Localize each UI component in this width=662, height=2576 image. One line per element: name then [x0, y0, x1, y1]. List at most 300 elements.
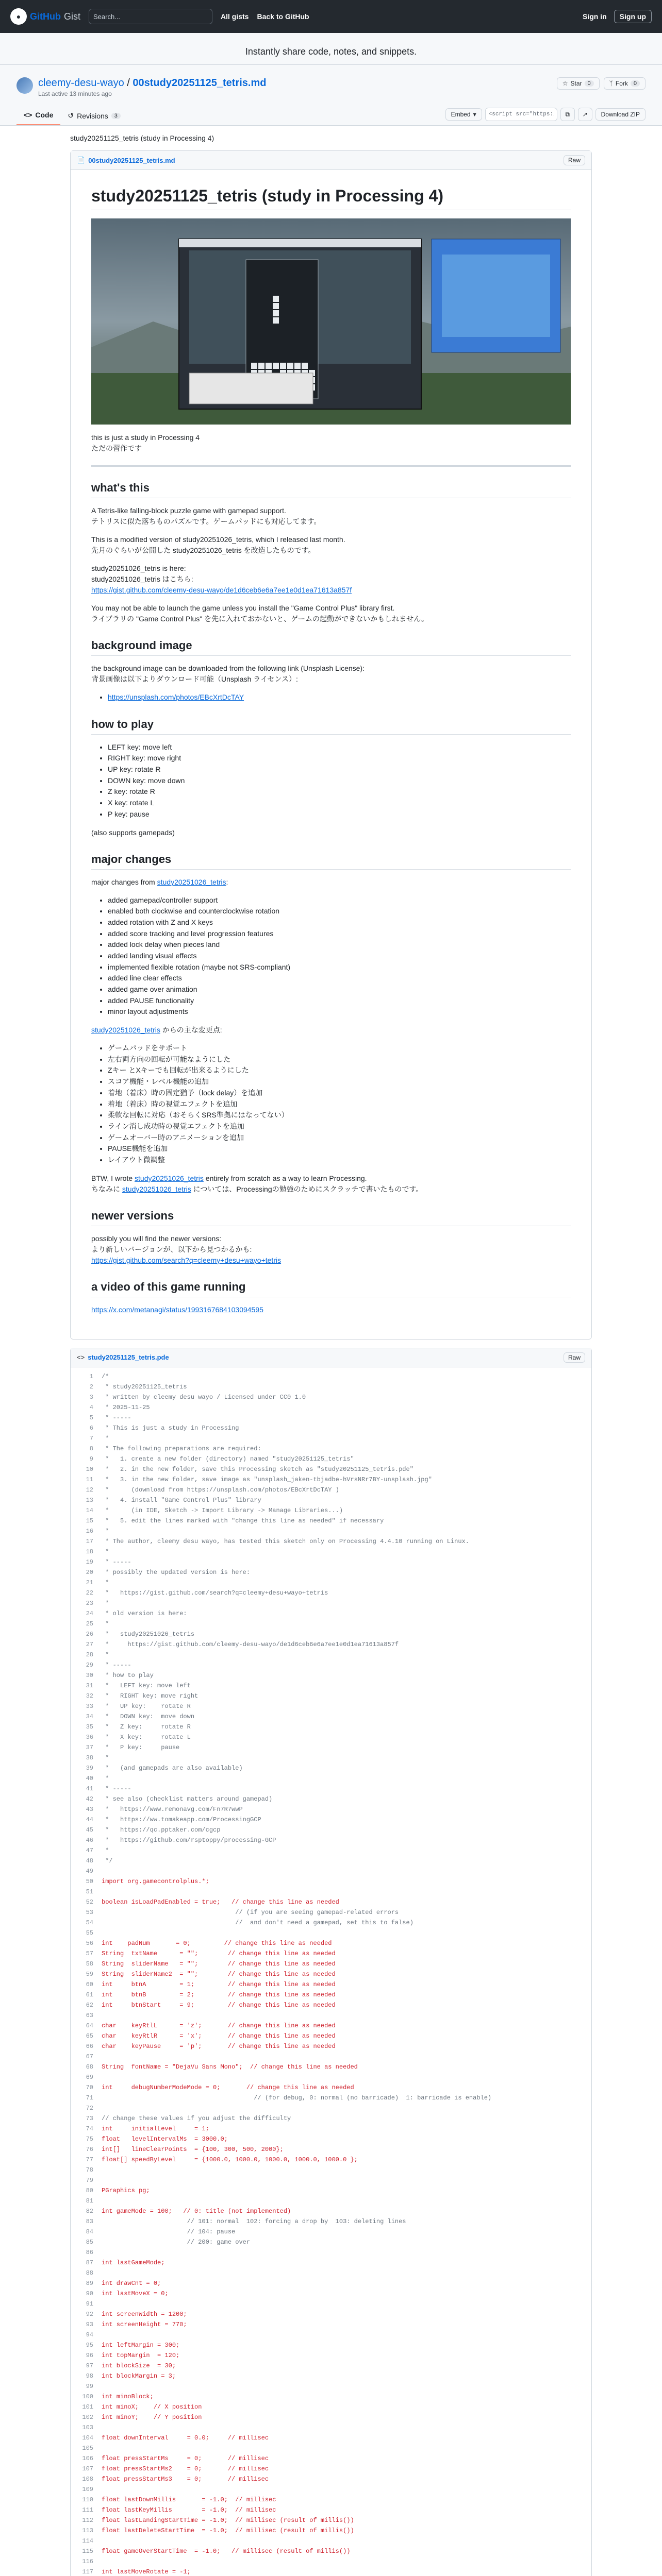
- file-name-link[interactable]: study20251125_tetris.pde: [88, 1353, 169, 1362]
- line-number[interactable]: 66: [86, 2042, 93, 2050]
- line-number[interactable]: 68: [86, 2063, 93, 2071]
- line-number[interactable]: 56: [86, 1939, 93, 1947]
- heading-whats-this: what's this: [91, 481, 571, 498]
- line-number[interactable]: 79: [86, 2176, 93, 2184]
- code-line: [71, 1681, 591, 1691]
- code-text: int initialLevel = 1;: [102, 2125, 209, 2132]
- list-item: • X key: rotate L: [108, 798, 571, 809]
- line-number[interactable]: 60: [86, 1980, 93, 1988]
- code-text: int screenWidth = 1200;: [102, 2310, 187, 2318]
- raw-button[interactable]: Raw: [564, 155, 585, 165]
- code-line: [71, 2299, 591, 2309]
- code-line: [71, 2258, 591, 2268]
- code-text: * The following preparations are required:: [102, 1445, 261, 1452]
- line-number[interactable]: 69: [86, 2073, 93, 2081]
- list-item: • added line clear effects: [108, 973, 571, 984]
- download-zip-button[interactable]: Download ZIP: [595, 108, 646, 121]
- line-number[interactable]: 73: [86, 2114, 93, 2122]
- list-item: • added score tracking and level progression features: [108, 928, 571, 940]
- line-number[interactable]: 16: [86, 1527, 93, 1535]
- list-item: • 左右両方向の回転が可能なようにした: [108, 1054, 571, 1065]
- code-text: int lastMoveRotate = -1;: [102, 2568, 191, 2575]
- line-number[interactable]: 114: [82, 2537, 93, 2545]
- code-line: [71, 1876, 591, 1887]
- code-line: [71, 2526, 591, 2536]
- tab-revisions[interactable]: [60, 106, 128, 125]
- code-text: * -----: [102, 1558, 131, 1566]
- video-link[interactable]: https://x.com/metanagi/status/1993167684103094595: [91, 1305, 263, 1314]
- line-number[interactable]: 91: [86, 2300, 93, 2308]
- code-text: char keyRtlL = 'z'; // change this line as needed: [102, 2022, 336, 2029]
- line-number[interactable]: 67: [86, 2053, 93, 2060]
- btw-jp-b: については、Processingの勉強のためにスクラッチで書いたものです。: [191, 1184, 423, 1193]
- embed-select[interactable]: [445, 108, 482, 121]
- line-number[interactable]: 58: [86, 1960, 93, 1968]
- list-item: • P key: pause: [108, 809, 571, 820]
- readme-title: study20251125_tetris (study in Processing 4): [91, 187, 571, 210]
- code-text: float[] speedByLevel = {1000.0, 1000.0, 1000.0, 1000.0, 1000.0 };: [102, 2156, 358, 2163]
- line-number[interactable]: 100: [82, 2393, 93, 2400]
- list-item: • enabled both clockwise and counterclockwise rotation: [108, 906, 571, 917]
- line-number[interactable]: 3: [89, 1393, 93, 1401]
- code-text: float pressStartMs = 0; // millisec: [102, 2454, 269, 2462]
- btw-link[interactable]: study20251026_tetris: [135, 1174, 204, 1182]
- code-line: [71, 2330, 591, 2340]
- search-input[interactable]: Search...: [89, 9, 212, 24]
- heading-how-to-play: how to play: [91, 718, 571, 735]
- line-number[interactable]: 83: [86, 2217, 93, 2225]
- code-text: int debugNumberModeMode = 0; // change this line as needed: [102, 2083, 354, 2091]
- code-line: [71, 1907, 591, 1918]
- copy-button[interactable]: [560, 108, 575, 121]
- code-line: [71, 2103, 591, 2113]
- line-number[interactable]: 29: [86, 1661, 93, 1669]
- line-number[interactable]: 7: [89, 1434, 93, 1442]
- background-paragraph: [91, 663, 571, 685]
- line-number[interactable]: 5: [89, 1414, 93, 1421]
- newer-link[interactable]: https://gist.github.com/search?q=cleemy+desu+wayo+tetris: [91, 1256, 282, 1264]
- last-active: Last active 13 minutes ago: [38, 90, 112, 97]
- how-to-play-list: [91, 742, 571, 820]
- line-number[interactable]: 20: [86, 1568, 93, 1576]
- line-number[interactable]: 65: [86, 2032, 93, 2040]
- code-line: [71, 1547, 591, 1557]
- line-number[interactable]: 10: [86, 1465, 93, 1473]
- line-number[interactable]: 18: [86, 1548, 93, 1555]
- code-text: * Z key: rotate R: [102, 1723, 191, 1731]
- line-number[interactable]: 28: [86, 1651, 93, 1658]
- code-line: [71, 2412, 591, 2422]
- caption-jp: ただの習作です: [91, 444, 142, 452]
- line-number[interactable]: 40: [86, 1774, 93, 1782]
- line-number[interactable]: 97: [86, 2362, 93, 2369]
- file-header: [71, 1348, 591, 1367]
- code-text: * -----: [102, 1661, 131, 1669]
- line-number[interactable]: 103: [82, 2424, 93, 2431]
- line-number[interactable]: 110: [82, 2496, 93, 2503]
- line-number[interactable]: 76: [86, 2145, 93, 2153]
- modified-paragraph: [91, 534, 571, 556]
- line-number[interactable]: 108: [82, 2475, 93, 2483]
- code-text: int minoY; // Y position: [102, 2413, 202, 2421]
- line-number[interactable]: 6: [89, 1424, 93, 1432]
- star-count: 0: [585, 80, 594, 87]
- line-number[interactable]: 48: [86, 1857, 93, 1865]
- line-number[interactable]: 77: [86, 2156, 93, 2163]
- line-number[interactable]: 85: [86, 2238, 93, 2246]
- line-number[interactable]: 12: [86, 1486, 93, 1494]
- logo-word: GitHub: [30, 11, 61, 22]
- line-number[interactable]: 55: [86, 1929, 93, 1937]
- line-number[interactable]: 113: [82, 2527, 93, 2534]
- code-line: [71, 1815, 591, 1825]
- code-text: * The author, cleemy desu wayo, has tested this sketch only on Processing 4.4.10 running on Linux.: [102, 1537, 469, 1545]
- code-line: [71, 1784, 591, 1794]
- code-line: [71, 1433, 591, 1444]
- code-listing: [71, 1367, 591, 2576]
- line-number[interactable]: 2: [89, 1383, 93, 1391]
- code-line: [71, 1567, 591, 1578]
- mod-jp: 先月のぐらいが公開した study20251026_tetris を改造したものです。: [91, 546, 316, 554]
- line-number[interactable]: 35: [86, 1723, 93, 1731]
- code-line: [71, 1371, 591, 1382]
- code-line: [71, 1897, 591, 1907]
- code-text: int topMargin = 120;: [102, 2351, 180, 2359]
- old-version-link[interactable]: https://gist.github.com/cleemy-desu-wayo/de1d6ceb6e6a7ee1e0d1ea71613a857f: [91, 586, 352, 594]
- tab-revisions-label: Revisions: [77, 111, 108, 120]
- list-item: • added game over animation: [108, 984, 571, 995]
- line-number[interactable]: 99: [86, 2382, 93, 2390]
- code-line: [71, 1711, 591, 1722]
- lib-en: You may not be able to launch the game unless you install the "Game Control Plus" library first.: [91, 604, 395, 612]
- code-text: *: [102, 1846, 109, 1854]
- line-number[interactable]: 21: [86, 1579, 93, 1586]
- line-number[interactable]: 33: [86, 1702, 93, 1710]
- gist-home-link[interactable]: [10, 8, 80, 25]
- line-number[interactable]: 102: [82, 2413, 93, 2421]
- code-text: PGraphics pg;: [102, 2187, 150, 2194]
- code-line: [71, 1969, 591, 1979]
- code-line: [71, 2340, 591, 2350]
- divider: [91, 465, 571, 467]
- code-line: [71, 1536, 591, 1547]
- code-line: [71, 1598, 591, 1608]
- code-text: * see also (checklist matters around gamepad): [102, 1795, 273, 1803]
- code-file-icon: <>: [77, 1353, 85, 1362]
- line-number[interactable]: 74: [86, 2125, 93, 2132]
- line-number[interactable]: 49: [86, 1867, 93, 1875]
- code-icon: <>: [24, 111, 32, 119]
- code-line: [71, 2124, 591, 2134]
- code-text: * 4. install "Game Control Plus" library: [102, 1496, 261, 1504]
- file-name-link[interactable]: 00study20251125_tetris.md: [88, 156, 175, 164]
- line-number[interactable]: 111: [82, 2506, 93, 2514]
- line-number[interactable]: 22: [86, 1589, 93, 1597]
- code-text: *: [102, 1579, 109, 1586]
- line-number[interactable]: 11: [86, 1476, 93, 1483]
- sign-up-button[interactable]: Sign up: [614, 10, 652, 23]
- btw-jp-link[interactable]: study20251026_tetris: [122, 1184, 191, 1193]
- code-text: int lastMoveX = 0;: [102, 2290, 169, 2297]
- embed-url-input[interactable]: [485, 108, 557, 121]
- line-number[interactable]: 8: [89, 1445, 93, 1452]
- line-number[interactable]: 104: [82, 2434, 93, 2442]
- code-line: [71, 1732, 591, 1742]
- line-number[interactable]: 89: [86, 2279, 93, 2287]
- line-number[interactable]: 53: [86, 1908, 93, 1916]
- code-text: // and don't need a gamepad, set this to false): [102, 1919, 413, 1926]
- list-item: • レイアウト微調整: [108, 1155, 571, 1166]
- line-number[interactable]: 71: [86, 2094, 93, 2102]
- line-number[interactable]: 116: [82, 2557, 93, 2565]
- code-line: [71, 1928, 591, 1938]
- tab-code-label: Code: [35, 111, 54, 119]
- line-number[interactable]: 90: [86, 2290, 93, 2297]
- line-number[interactable]: 25: [86, 1620, 93, 1628]
- line-number[interactable]: 94: [86, 2331, 93, 2338]
- code-line: [71, 1742, 591, 1753]
- sign-in-link[interactable]: Sign in: [583, 12, 607, 21]
- line-number[interactable]: 80: [86, 2187, 93, 2194]
- code-line: [71, 2505, 591, 2515]
- line-number[interactable]: 72: [86, 2104, 93, 2112]
- code-line: [71, 1804, 591, 1815]
- line-number[interactable]: 101: [82, 2403, 93, 2411]
- fork-button[interactable]: [604, 77, 646, 90]
- line-number[interactable]: 44: [86, 1816, 93, 1823]
- chevron-down-icon: ▾: [473, 111, 476, 118]
- share-button[interactable]: [578, 108, 592, 121]
- line-number[interactable]: 64: [86, 2022, 93, 2029]
- line-number[interactable]: 107: [82, 2465, 93, 2472]
- owner-link[interactable]: cleemy-desu-wayo: [38, 77, 124, 89]
- list-item: • minor layout adjustments: [108, 1006, 571, 1018]
- gamepads-note: (also supports gamepads): [91, 828, 175, 837]
- code-text: int blockSize = 30;: [102, 2362, 176, 2369]
- code-text: * DOWN key: move down: [102, 1713, 195, 1720]
- line-number[interactable]: 115: [82, 2547, 93, 2555]
- list-item: • RIGHT key: move right: [108, 753, 571, 764]
- gist-name-link[interactable]: 00study20251125_tetris.md: [133, 77, 267, 89]
- line-number[interactable]: 59: [86, 1970, 93, 1978]
- newer-en: possibly you will find the newer versions:: [91, 1234, 222, 1243]
- unsplash-link[interactable]: https://unsplash.com/photos/EBcXrtDcTAY: [108, 693, 244, 701]
- code-line: [71, 2185, 591, 2196]
- embed-label: Embed: [451, 111, 471, 118]
- changes-jp-text: からの主な変更点:: [160, 1026, 222, 1035]
- line-number[interactable]: 62: [86, 2001, 93, 2009]
- line-number[interactable]: 41: [86, 1785, 93, 1792]
- code-text: * RIGHT key: move right: [102, 1692, 198, 1700]
- line-number[interactable]: 42: [86, 1795, 93, 1803]
- line-number[interactable]: 63: [86, 2011, 93, 2019]
- file-box-pde: [70, 1348, 592, 2576]
- line-number[interactable]: 23: [86, 1599, 93, 1607]
- line-number[interactable]: 4: [89, 1403, 93, 1411]
- code-line: [71, 2556, 591, 2567]
- line-number[interactable]: 92: [86, 2310, 93, 2318]
- line-number[interactable]: 81: [86, 2197, 93, 2205]
- line-number[interactable]: 109: [82, 2485, 93, 2493]
- line-number[interactable]: 30: [86, 1671, 93, 1679]
- changes-jp-link[interactable]: study20251026_tetris: [91, 1026, 160, 1035]
- line-number[interactable]: 52: [86, 1898, 93, 1906]
- line-number[interactable]: 34: [86, 1713, 93, 1720]
- code-text: * possibly the updated version is here:: [102, 1568, 251, 1576]
- code-text: float lastDeleteStartTime = -1.0; // millisec (result of millis()): [102, 2527, 354, 2534]
- code-line: [71, 1392, 591, 1402]
- list-item: • PAUSE機能を追加: [108, 1143, 571, 1155]
- code-line: [71, 1578, 591, 1588]
- line-number[interactable]: 95: [86, 2341, 93, 2349]
- line-number[interactable]: 9: [89, 1455, 93, 1463]
- code-line: [71, 2474, 591, 2484]
- line-number[interactable]: 88: [86, 2269, 93, 2277]
- changes-intro-text: major changes from: [91, 877, 157, 886]
- line-number[interactable]: 26: [86, 1630, 93, 1638]
- line-number[interactable]: 57: [86, 1950, 93, 1957]
- copy-icon: ⧉: [565, 110, 570, 118]
- line-number[interactable]: 93: [86, 2320, 93, 2328]
- back-to-github-link[interactable]: Back to GitHub: [257, 12, 309, 21]
- line-number[interactable]: 17: [86, 1537, 93, 1545]
- line-number[interactable]: 1: [89, 1372, 93, 1380]
- changes-intro: [91, 877, 571, 888]
- code-line: [71, 2134, 591, 2144]
- file-header: [71, 151, 591, 170]
- code-line: [71, 1948, 591, 1959]
- line-number[interactable]: 106: [82, 2454, 93, 2462]
- line-number[interactable]: 86: [86, 2248, 93, 2256]
- star-button[interactable]: [557, 77, 600, 90]
- code-line: [71, 1639, 591, 1650]
- changes-list: [91, 895, 571, 1018]
- code-text: int minoX; // X position: [102, 2403, 202, 2411]
- code-line: [71, 2165, 591, 2175]
- line-number[interactable]: 50: [86, 1877, 93, 1885]
- avatar[interactable]: [16, 77, 33, 94]
- line-number[interactable]: 54: [86, 1919, 93, 1926]
- code-line: [71, 2216, 591, 2227]
- line-number[interactable]: 32: [86, 1692, 93, 1700]
- readme-body: [71, 170, 591, 1339]
- line-number[interactable]: 37: [86, 1743, 93, 1751]
- gist-title: [38, 77, 266, 89]
- code-line: [71, 2247, 591, 2258]
- raw-button[interactable]: Raw: [564, 1352, 585, 1363]
- all-gists-link[interactable]: All gists: [221, 12, 249, 21]
- code-text: int btnB = 2; // change this line as needed: [102, 1991, 336, 1998]
- line-number[interactable]: 87: [86, 2259, 93, 2266]
- line-number[interactable]: 31: [86, 1682, 93, 1689]
- code-line: [71, 2206, 591, 2216]
- list-item: • ライン消し成功時の視覚エフェクトを追加: [108, 1121, 571, 1132]
- line-number[interactable]: 39: [86, 1764, 93, 1772]
- code-text: import org.gamecontrolplus.*;: [102, 1877, 209, 1885]
- line-number[interactable]: 78: [86, 2166, 93, 2174]
- code-text: * study20251026_tetris: [102, 1630, 195, 1638]
- code-line: [71, 2289, 591, 2299]
- code-line: [71, 1444, 591, 1454]
- line-number[interactable]: 14: [86, 1506, 93, 1514]
- line-number[interactable]: 70: [86, 2083, 93, 2091]
- code-line: [71, 2010, 591, 2021]
- code-line: [71, 2072, 591, 2082]
- line-number[interactable]: 27: [86, 1640, 93, 1648]
- code-line: [71, 2392, 591, 2402]
- code-text: * https://ww.tomakeapp.com/ProcessingGCP: [102, 1816, 261, 1823]
- line-number[interactable]: 105: [82, 2444, 93, 2452]
- code-line: [71, 2515, 591, 2526]
- code-text: * https://www.remonavg.com/Fn7R7wwP: [102, 1805, 243, 1813]
- what-paragraph: [91, 505, 571, 527]
- line-number[interactable]: 82: [86, 2207, 93, 2215]
- code-line: [71, 1918, 591, 1928]
- code-line: [71, 2237, 591, 2247]
- code-line: [71, 1825, 591, 1835]
- line-number[interactable]: 24: [86, 1609, 93, 1617]
- code-text: float downInterval = 0.0; // millisec: [102, 2434, 269, 2442]
- code-text: int[] lineClearPoints = {100, 300, 500, 2000};: [102, 2145, 284, 2153]
- btw-en-b: entirely from scratch as a way to learn Processing.: [203, 1174, 367, 1182]
- line-number[interactable]: 84: [86, 2228, 93, 2235]
- code-line: [71, 1856, 591, 1866]
- code-text: float pressStartMs2 = 0; // millisec: [102, 2465, 269, 2472]
- line-number[interactable]: 117: [82, 2568, 93, 2575]
- line-number[interactable]: 19: [86, 1558, 93, 1566]
- caption: [91, 432, 571, 454]
- line-number[interactable]: 43: [86, 1805, 93, 1813]
- line-number[interactable]: 13: [86, 1496, 93, 1504]
- code-text: * (in IDE, Sketch -> Import Library -> Manage Libraries...): [102, 1506, 343, 1514]
- main-container: [70, 126, 592, 2576]
- code-line: [71, 1650, 591, 1660]
- bg-jp: 背景画像は以下よりダウンロード可能（Unsplash ライセンス）:: [91, 675, 298, 683]
- line-number[interactable]: 98: [86, 2372, 93, 2380]
- line-number[interactable]: 96: [86, 2351, 93, 2359]
- tab-code[interactable]: [16, 106, 60, 125]
- code-line: [71, 2433, 591, 2443]
- code-text: int screenHeight = 770;: [102, 2320, 187, 2328]
- line-number[interactable]: 61: [86, 1991, 93, 1998]
- code-line: [71, 2350, 591, 2361]
- line-number[interactable]: 36: [86, 1733, 93, 1741]
- code-text: boolean isLoadPadEnabled = true; // change this line as needed: [102, 1898, 339, 1906]
- logo-gist: Gist: [64, 11, 81, 22]
- line-number[interactable]: 51: [86, 1888, 93, 1895]
- line-number[interactable]: 38: [86, 1754, 93, 1761]
- line-number[interactable]: 46: [86, 1836, 93, 1844]
- changes-link[interactable]: study20251026_tetris: [157, 877, 226, 886]
- gist-head: [0, 65, 662, 126]
- background-list: [91, 692, 571, 703]
- code-text: * https://qc.pptaker.com/cgcp: [102, 1826, 221, 1834]
- list-item: • Z key: rotate R: [108, 786, 571, 798]
- code-line: [71, 2484, 591, 2495]
- line-number[interactable]: 15: [86, 1517, 93, 1524]
- code-text: int drawCnt = 0;: [102, 2279, 161, 2287]
- line-number[interactable]: 45: [86, 1826, 93, 1834]
- code-text: float lastDownMillis = -1.0; // millisec: [102, 2496, 276, 2503]
- line-number[interactable]: 47: [86, 1846, 93, 1854]
- list-item: • スコア機能・レベル機能の追加: [108, 1076, 571, 1088]
- line-number[interactable]: 75: [86, 2135, 93, 2143]
- line-number[interactable]: 112: [82, 2516, 93, 2524]
- code-line: [71, 1794, 591, 1804]
- code-text: *: [102, 1774, 109, 1782]
- code-text: * X key: rotate L: [102, 1733, 191, 1741]
- code-line: [71, 1413, 591, 1423]
